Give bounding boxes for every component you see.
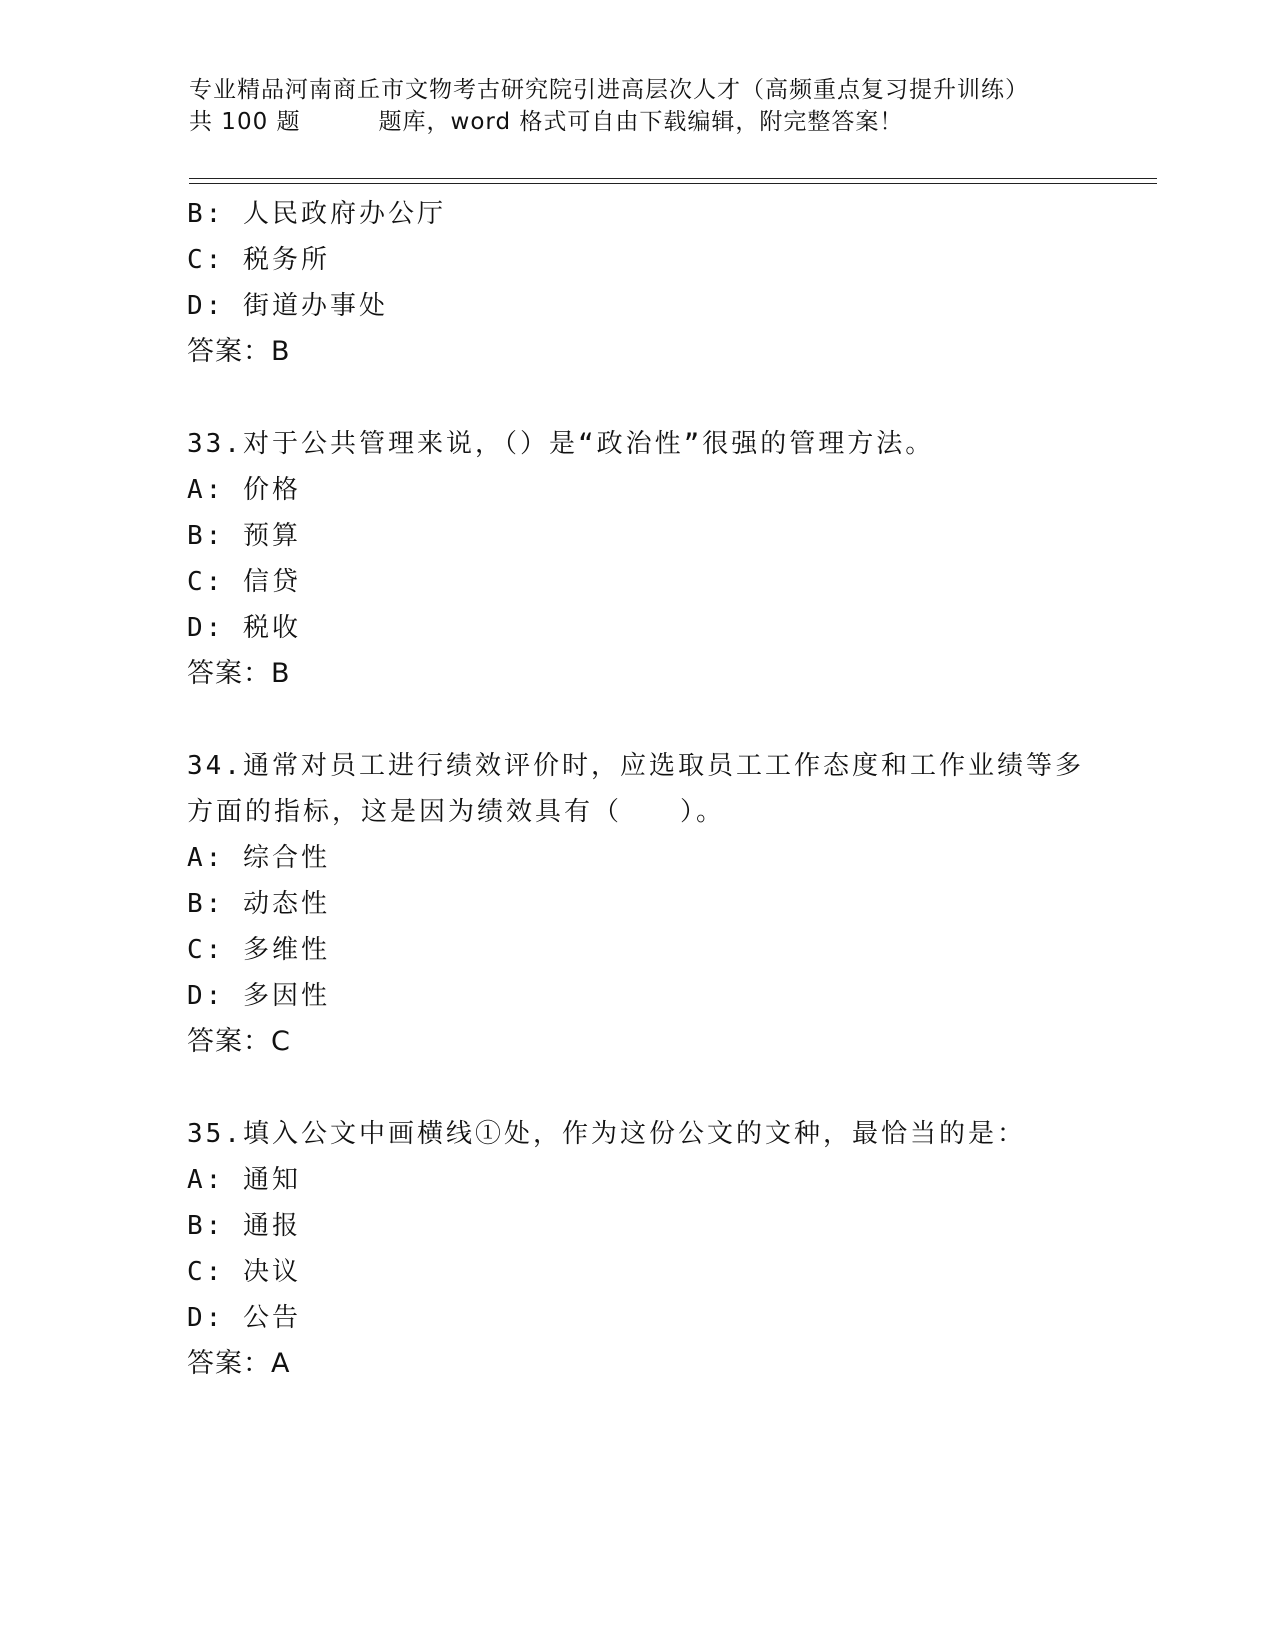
answer: 答案：A (187, 1348, 291, 1379)
option-c: C: 多维性 (187, 935, 330, 965)
option-b: B: 预算 (187, 521, 301, 551)
spacer (187, 1065, 1147, 1111)
header-subtitle (189, 106, 1169, 138)
question-34 (187, 743, 1147, 1065)
answer: 答案：B (187, 336, 291, 367)
option-a: A: 价格 (187, 475, 301, 505)
question-text: 35.填入公文中画横线①处，作为这份公文的文种，最恰当的是： (187, 1119, 1026, 1149)
option-d: D: 街道办事处 (187, 291, 388, 321)
header-divider-bottom (189, 183, 1157, 184)
option-d: D: 税收 (187, 613, 301, 643)
option-b: B: 动态性 (187, 889, 330, 919)
question-32 (187, 191, 1147, 375)
question-33 (187, 421, 1147, 697)
option-a: A: 综合性 (187, 843, 330, 873)
header-divider-top (189, 178, 1157, 179)
option-c: C: 信贷 (187, 567, 301, 597)
spacer (187, 375, 1147, 421)
option-b: B: 通报 (187, 1211, 301, 1241)
option-d: D: 多因性 (187, 981, 330, 1011)
spacer (187, 697, 1147, 743)
page-header (189, 74, 1169, 138)
answer: 答案：B (187, 658, 291, 689)
header-question-count: 共 100 题 (189, 109, 301, 135)
header-title: 专业精品河南商丘市文物考古研究院引进高层次人才（高频重点复习提升训练） (189, 77, 1029, 103)
answer: 答案：C (187, 1026, 291, 1057)
question-text-line-1: 34.通常对员工进行绩效评价时，应选取员工工作态度和工作业绩等多 (187, 751, 1084, 781)
option-b: B: 人民政府办公厅 (187, 199, 446, 229)
question-list (187, 191, 1147, 1387)
question-text: 33.对于公共管理来说，（）是“政治性”很强的管理方法。 (187, 429, 935, 459)
question-35 (187, 1111, 1147, 1387)
question-text-line-2: 方面的指标，这是因为绩效具有（ ）。 (187, 797, 726, 827)
header-description: 题库，word 格式可自由下载编辑，附完整答案！ (378, 109, 904, 135)
option-c: C: 决议 (187, 1257, 301, 1287)
option-c: C: 税务所 (187, 245, 330, 275)
option-d: D: 公告 (187, 1303, 301, 1333)
option-a: A: 通知 (187, 1165, 301, 1195)
